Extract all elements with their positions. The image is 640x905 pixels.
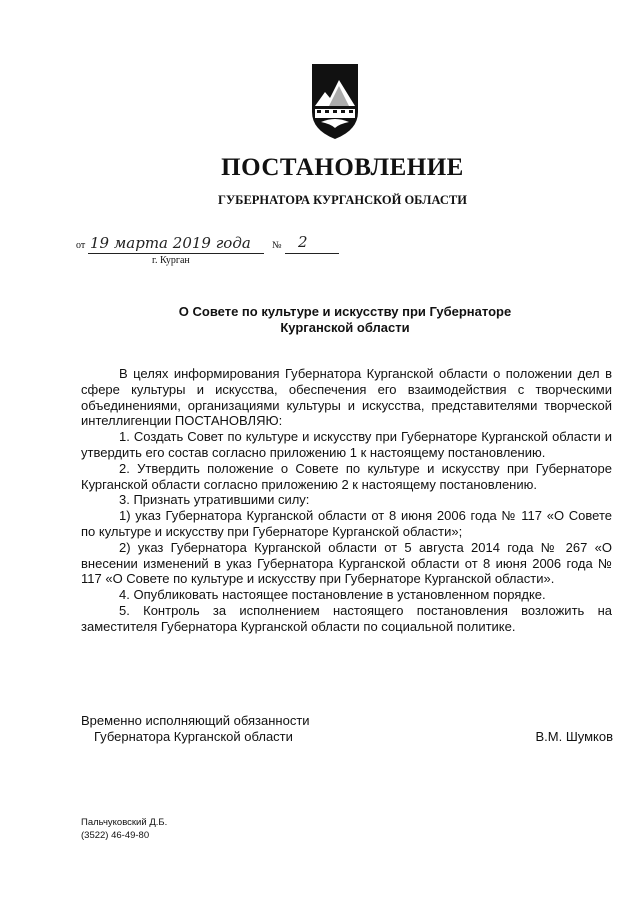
body-paragraph: 5. Контроль за исполнением настоящего постановления возложить на заместителя Губернатора Курганской области по социальной политике. xyxy=(81,602,612,634)
date-prefix: от xyxy=(76,240,86,251)
body-paragraph: 1. Создать Совет по культуре и искусству при Губернаторе Курганской области и утвердить его состав согласно приложению 1 к настоящему постановлению. xyxy=(81,429,612,460)
executor-name: Пальчуковский Д.Б. xyxy=(81,817,168,828)
page-title: ПОСТАНОВЛЕНИЕ xyxy=(221,154,464,181)
number-underline xyxy=(285,253,339,254)
executor-phone: (3522) 46-49-80 xyxy=(81,830,150,841)
signatory-name: В.М. Шумков xyxy=(535,729,613,744)
body-paragraph: 4. Опубликовать настоящее постановление в установленном порядке. xyxy=(119,587,546,603)
handwritten-number: 2 xyxy=(298,233,308,251)
issuer-subtitle: ГУБЕРНАТОРА КУРГАНСКОЙ ОБЛАСТИ xyxy=(218,193,467,207)
handwritten-date: 19 марта 2019 года xyxy=(90,234,251,252)
body-paragraph: 2. Утвердить положение о Совете по культуре и искусству при Губернаторе Курганской области согласно приложению 2 к настоящему постановлению. xyxy=(81,460,612,492)
number-label: № xyxy=(272,240,282,251)
signatory-position: Губернатора Курганской области xyxy=(94,729,293,744)
document-body xyxy=(81,366,612,635)
signatory-position: Временно исполняющий обязанности xyxy=(81,713,310,728)
body-paragraph: 1) указ Губернатора Курганской области от 8 июня 2006 года № 117 «О Совете по культуре и искусству при Губернаторе Курганской области»; xyxy=(81,508,612,539)
document-heading-line: Курганской области xyxy=(280,320,410,335)
document-heading xyxy=(150,304,540,336)
body-paragraph: 2) указ Губернатора Курганской области от 5 августа 2014 года № 267 «О внесении изменений в указ Губернатора Курганской области от 8 июня 2006 года № 117 «О Совете по культуре и искусству при Губернаторе Курганской области». xyxy=(81,539,612,587)
city-label: г. Курган xyxy=(152,255,190,266)
document-heading-line: О Совете по культуре и искусству при Губернаторе xyxy=(178,304,512,319)
body-paragraph: 3. Признать утратившими силу: xyxy=(119,492,310,508)
date-underline xyxy=(88,253,264,254)
body-paragraph: В целях информирования Губернатора Курганской области о положении дел в сфере культуры и искусства, обеспечения его взаимодействия с творческими объединениями, организациями культуры и искусства, представителями творческой интеллигенции ПОСТАНОВЛЯЮ: xyxy=(81,366,612,429)
coat-of-arms-icon xyxy=(309,62,361,142)
